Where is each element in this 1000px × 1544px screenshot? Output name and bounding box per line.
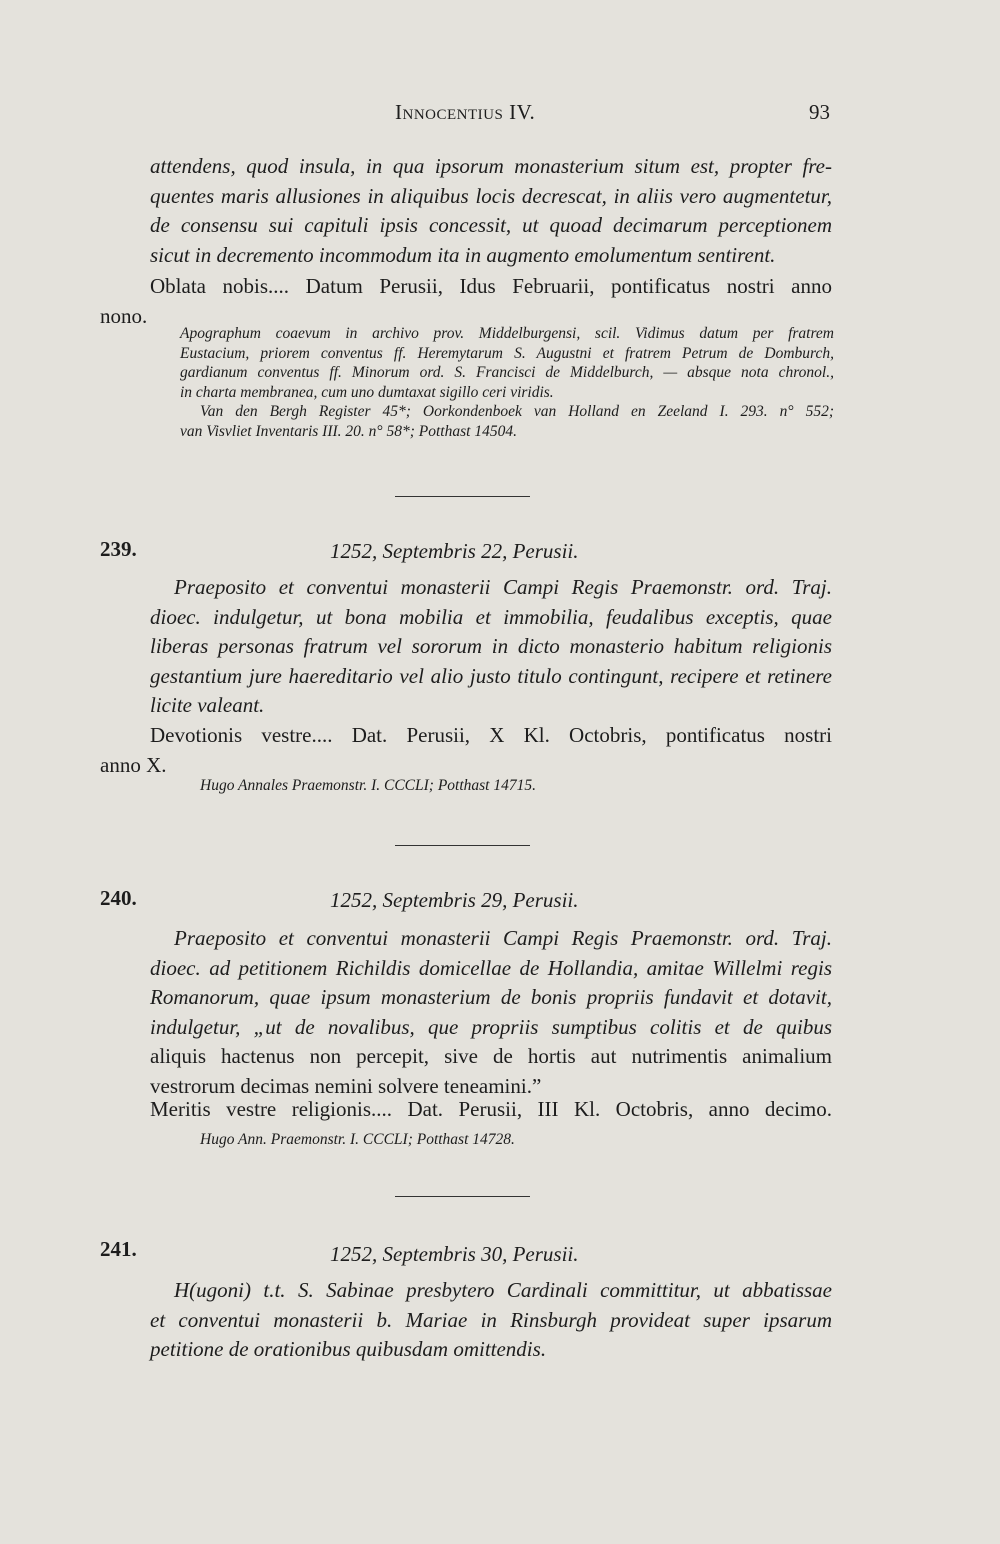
running-head: Innocentius IV.	[395, 100, 536, 124]
entry-date: 1252, Septembris 29, Perusii.	[330, 888, 579, 912]
entry-number: 239.	[100, 537, 137, 561]
text-line: dioec. ad petitionem Richildis domicellae de Hollandia, amitae Willelmi regis	[150, 955, 832, 980]
closing-line: anno X.	[100, 752, 167, 777]
text-line: petitione de orationibus quibusdam omittendis.	[150, 1337, 547, 1361]
closing-line: Meritis vestre religionis.... Dat. Perusii, III Kl. Octobris, anno decimo.	[150, 1097, 832, 1121]
entry-number: 241.	[100, 1237, 137, 1261]
text-line: vestrorum decimas nemini solvere teneamini.”	[150, 1073, 542, 1098]
text-line: H(ugoni) t.t. S. Sabinae presbytero Cardinali committitur, ut abbatissae	[174, 1278, 832, 1302]
text-line: quentes maris allusiones in aliquibus locis decrescat, in aliis vero augmentetur,	[150, 183, 832, 208]
note-line: Hugo Annales Praemonstr. I. CCCLI; Potthast 14715.	[200, 777, 536, 794]
entry-date: 1252, Septembris 30, Perusii.	[330, 1242, 579, 1266]
closing-line: Devotionis vestre.... Dat. Perusii, X Kl. Octobris, pontificatus nostri	[150, 723, 832, 747]
closing-line: Oblata nobis.... Datum Perusii, Idus Februarii, pontificatus nostri anno	[150, 274, 832, 298]
entry-summary	[150, 1276, 832, 1365]
entry-note	[200, 1130, 830, 1150]
separator-rule	[395, 1196, 530, 1197]
note-line: Eustacium, priorem conventus ff. Heremytarum S. Augustni et fratrem Petrum de Domburch,	[180, 344, 834, 362]
note-line: in charta membranea, cum uno dumtaxat sigillo ceri viridis.	[180, 383, 554, 401]
entry-note	[200, 776, 830, 796]
note-line: Van den Bergh Register 45*; Oorkondenboek van Holland en Zeeland I. 293. n° 552;	[200, 403, 834, 420]
page-header	[150, 100, 830, 130]
text-line: gestantium jure haereditario vel alio justo titulo contingunt, recipere et retinere	[150, 663, 832, 688]
entry-summary	[150, 924, 832, 1101]
note-line: van Visvliet Inventaris III. 20. n° 58*; Potthast 14504.	[180, 422, 517, 440]
text-line: Praeposito et conventui monasterii Campi Regis Praemonstr. ord. Traj.	[174, 575, 832, 599]
separator-rule	[395, 496, 530, 497]
entry-date: 1252, Septembris 22, Perusii.	[330, 539, 579, 563]
text-line: Romanorum, quae ipsum monasterium de bonis propriis fundavit et dotavit,	[150, 985, 832, 1009]
closing-line: nono.	[100, 303, 148, 328]
entry-summary	[150, 573, 832, 721]
text-line: aliquis hactenus non percepit, sive de hortis aut nutrimentis animalium	[150, 1044, 832, 1068]
continuation-summary	[150, 152, 832, 270]
text-line: dioec. indulgetur, ut bona mobilia et immobilia, feudalibus exceptis, quae	[150, 604, 832, 629]
note-line: gardianum conventus ff. Minorum ord. S. Francisci de Middelburch, — absque nota chronol.,	[180, 364, 834, 381]
entry-number: 240.	[100, 886, 137, 910]
entry-closing	[150, 1095, 832, 1125]
page-number: 93	[809, 100, 830, 124]
text-line: sicut in decremento incommodum ita in augmento emolumentum sentirent.	[150, 242, 776, 267]
text-line: licite valeant.	[150, 693, 265, 717]
continuation-notes	[180, 324, 834, 441]
text-line: Praeposito et conventui monasterii Campi Regis Praemonstr. ord. Traj.	[174, 926, 832, 950]
separator-rule	[395, 845, 530, 846]
note-line: Apographum coaevum in archivo prov. Middelburgensi, scil. Vidimus datum per fratrem	[180, 325, 834, 342]
text-line: et conventui monasterii b. Mariae in Rinsburgh provideat super ipsarum	[150, 1307, 832, 1332]
text-line: liberas personas fratrum vel sororum in dicto monasterio habitum religionis	[150, 634, 832, 658]
text-line: indulgetur, „ut de novalibus, que propriis sumptibus colitis et de quibus	[150, 1014, 832, 1039]
note-line: Hugo Ann. Praemonstr. I. CCCLI; Potthast 14728.	[200, 1131, 515, 1148]
text-line: attendens, quod insula, in qua ipsorum monasterium situm est, propter fre-	[150, 154, 832, 178]
text-line: de consensu sui capituli ipsis concessit, ut quoad decimarum perceptionem	[150, 213, 832, 237]
entry-closing	[100, 721, 832, 780]
continuation-closing	[100, 272, 832, 331]
